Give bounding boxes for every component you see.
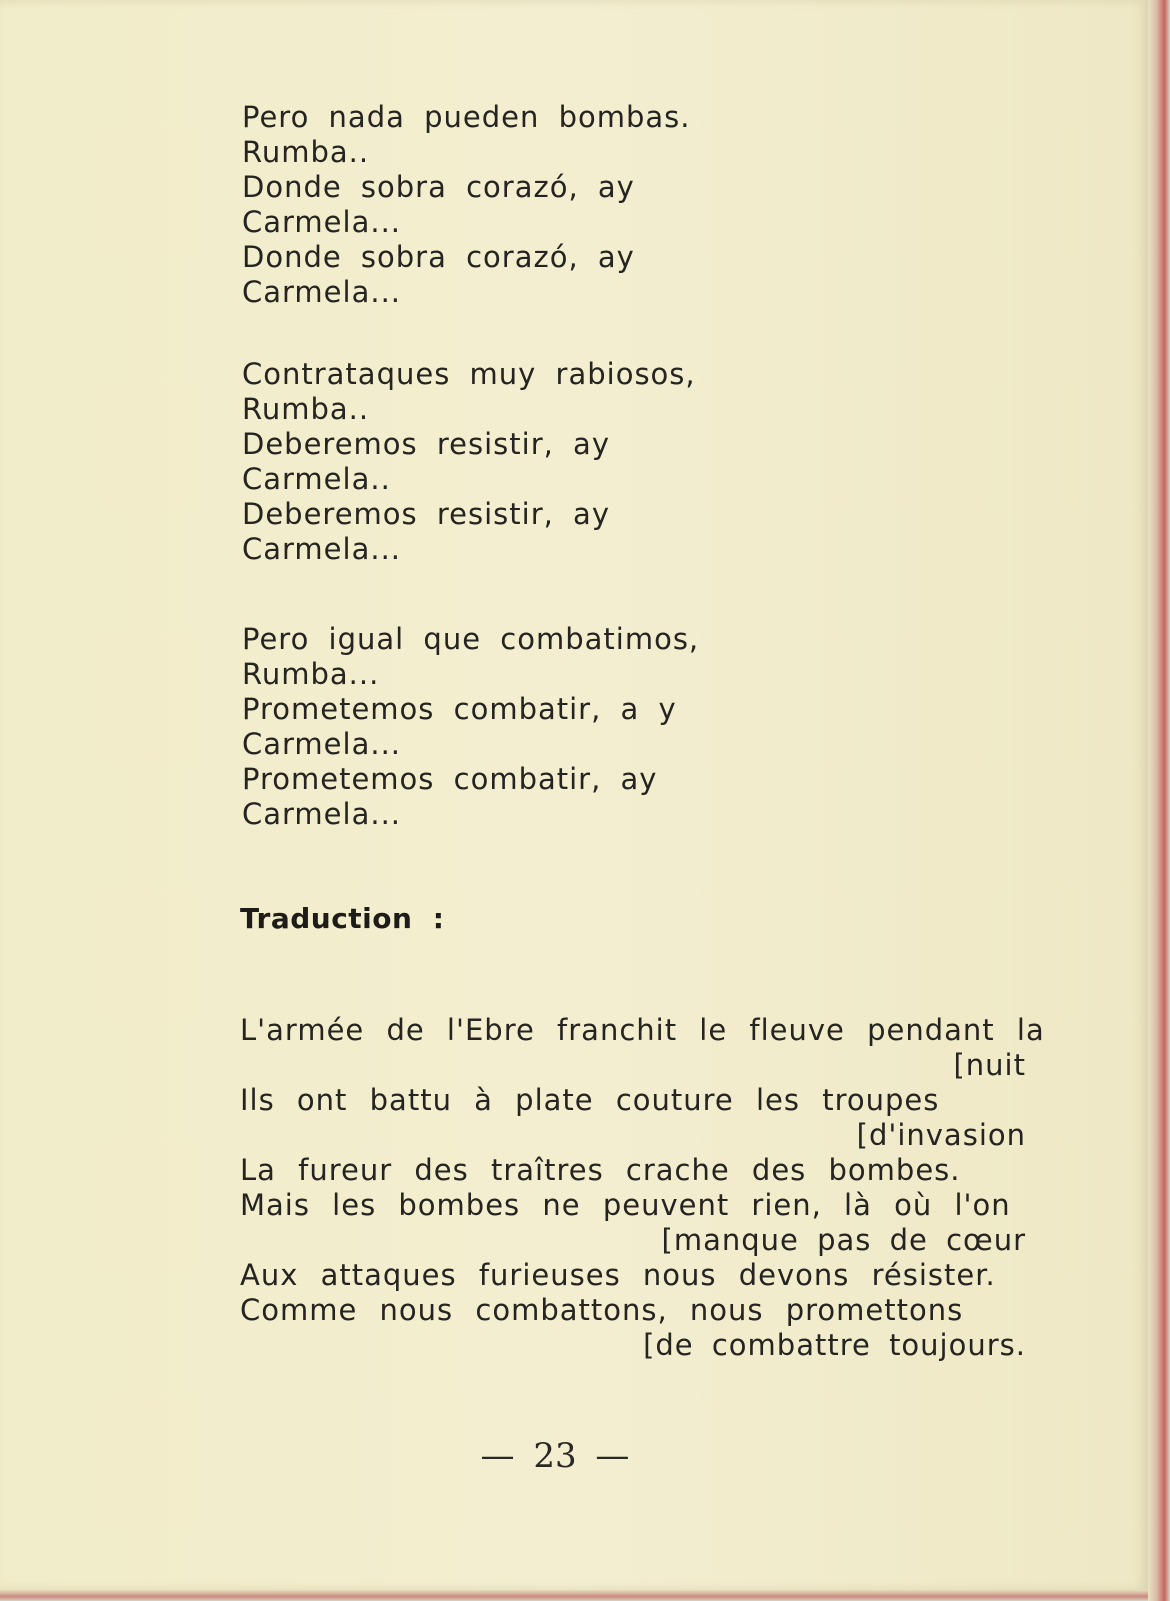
verse-line: Deberemos resistir, ay	[242, 497, 610, 531]
verse-line: Deberemos resistir, ay	[242, 427, 610, 461]
verse-line: Contrataques muy rabiosos,	[242, 357, 696, 391]
translation-line: Comme nous combattons, nous promettons	[240, 1293, 964, 1327]
stanza-3	[242, 622, 962, 832]
translation-line: Aux attaques furieuses nous devons résister.	[240, 1258, 996, 1292]
verse-line: Rumba...	[242, 657, 380, 691]
verse-line: Rumba..	[242, 392, 370, 426]
translation-line: Mais les bombes ne peuvent rien, là où l'on	[240, 1188, 1011, 1222]
verse-line: Carmela...	[242, 727, 402, 761]
translation-heading: Traduction :	[240, 902, 445, 935]
verse-line: Prometemos combatir, ay	[242, 762, 658, 796]
page-edge-bottom	[0, 1590, 1148, 1601]
verse-line: Prometemos combatir, a y	[242, 692, 677, 726]
verse-line: Carmela...	[242, 205, 402, 239]
verse-line: Carmela...	[242, 532, 402, 566]
translation-line: Ils ont battu à plate couture les troupes	[240, 1083, 940, 1117]
verse-line: Carmela...	[242, 797, 402, 831]
translation-line: La fureur des traîtres crache des bombes.	[240, 1153, 961, 1187]
translation-line-continuation: [d'invasion	[856, 1118, 1026, 1152]
verse-line: Carmela...	[242, 275, 402, 309]
verse-line: Rumba..	[242, 135, 370, 169]
translation-line-continuation: [nuit	[953, 1048, 1026, 1082]
verse-line: Donde sobra corazó, ay	[242, 240, 635, 274]
translation-block	[240, 1013, 1045, 1363]
translation-line-continuation: [manque pas de cœur	[661, 1223, 1026, 1257]
page-edge-right	[1148, 0, 1170, 1601]
translation-line-continuation: [de combattre toujours.	[643, 1328, 1026, 1362]
stanza-1	[242, 100, 962, 310]
verse-line: Pero igual que combatimos,	[242, 622, 700, 656]
verse-line: Donde sobra corazó, ay	[242, 170, 635, 204]
stanza-2	[242, 357, 962, 567]
verse-line: Pero nada pueden bombas.	[242, 100, 691, 134]
translation-line: L'armée de l'Ebre franchit le fleuve pendant la	[240, 1013, 1045, 1047]
page-number: — 23 —	[480, 1436, 630, 1476]
verse-line: Carmela..	[242, 462, 391, 496]
